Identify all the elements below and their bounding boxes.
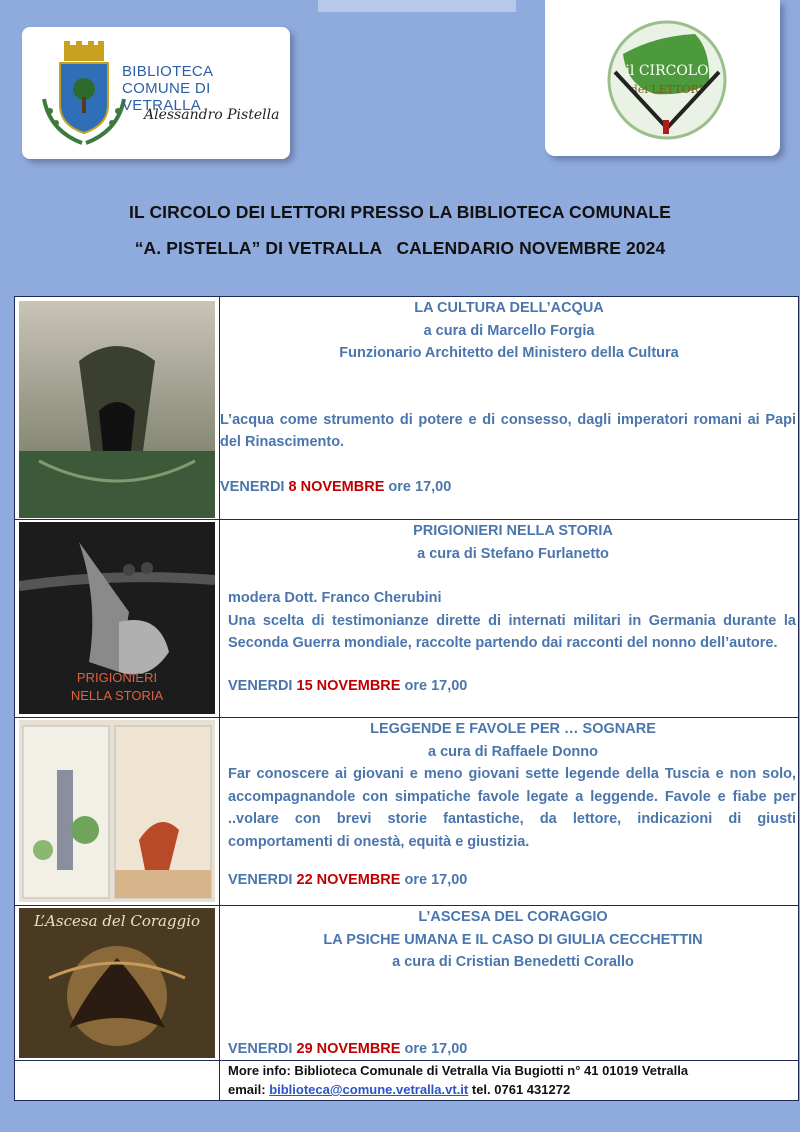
event-row bbox=[15, 297, 799, 520]
library-logo bbox=[22, 27, 290, 159]
event-date: VENERDI 8 NOVEMBRE ore 17,00 bbox=[220, 478, 452, 495]
prisoners-book-cover bbox=[19, 522, 215, 714]
event-date: VENERDI 22 NOVEMBRE ore 17,00 bbox=[228, 872, 468, 888]
footer-row bbox=[15, 1061, 799, 1101]
event-row bbox=[15, 718, 799, 906]
event-date: VENERDI 29 NOVEMBRE ore 17,00 bbox=[228, 1040, 468, 1057]
event-title: PRIGIONIERI NELLA STORIA bbox=[413, 523, 613, 539]
event-description: L’acqua come strumento di potere e di consesso, dagli imperatori romani ai Papi del Rinascimento. bbox=[220, 411, 796, 450]
email-link[interactable]: biblioteca@comune.vetralla.vt.it bbox=[269, 1082, 469, 1097]
event-description: Una scelta di testimonianze dirette di internati militari in Germania durante la Seconda Guerra mondiale, raccolte partendo dai racconti del nonno dell’autore. bbox=[228, 612, 796, 651]
event-title: LEGGENDE E FAVOLE PER … SOGNARE bbox=[370, 721, 656, 737]
top-strip bbox=[318, 0, 516, 12]
svg-text:L’Ascesa del Coraggio: L’Ascesa del Coraggio bbox=[33, 912, 201, 930]
footer-info bbox=[220, 1061, 799, 1101]
courage-book-cover bbox=[19, 908, 215, 1058]
event-image-cell bbox=[15, 906, 220, 1061]
footer-address: More info: Biblioteca Comunale di Vetralla Via Bugiotti n° 41 01019 Vetralla bbox=[228, 1063, 689, 1078]
event-image-cell bbox=[15, 520, 220, 718]
signature: Alessandro Pistella bbox=[144, 107, 280, 123]
event-image-cell bbox=[15, 718, 220, 906]
event-row bbox=[15, 520, 799, 718]
event-title: L’ASCESA DEL CORAGGIO bbox=[418, 909, 608, 925]
svg-text:il CIRCOLO: il CIRCOLO bbox=[625, 63, 709, 79]
event-details bbox=[220, 297, 799, 520]
events-table bbox=[14, 296, 799, 1101]
headline-line1: IL CIRCOLO DEI LETTORI PRESSO LA BIBLIOTECA COMUNALE bbox=[129, 202, 671, 222]
reading-circle-logo bbox=[545, 0, 780, 156]
event-moderator: modera Dott. Franco Cherubini bbox=[228, 590, 442, 606]
event-details bbox=[220, 520, 799, 718]
svg-text:dei LETTORI: dei LETTORI bbox=[630, 83, 704, 96]
event-details bbox=[220, 906, 799, 1061]
headline-line2: “A. PISTELLA” DI VETRALLA CALENDARIO NOVEMBRE 2024 bbox=[134, 238, 666, 258]
footer-empty-cell bbox=[15, 1061, 220, 1101]
event-description: Far conoscere ai giovani e meno giovani sette legende della Tuscia e non solo, accompagnandole con simpatiche favole legate a leggende. Favole e fiabe per ..volare con brevi storie fantastiche, da lettore, indicazioni di giusti comportamenti di onestà, equità e giustizia. bbox=[228, 766, 796, 850]
legends-book-covers bbox=[19, 720, 215, 902]
water-cave-image bbox=[19, 301, 215, 518]
event-row bbox=[15, 906, 799, 1061]
svg-text:NELLA STORIA: NELLA STORIA bbox=[70, 688, 164, 703]
reading-circle-emblem-icon bbox=[545, 0, 780, 156]
event-image-cell bbox=[15, 297, 220, 520]
event-title: LA CULTURA DELL’ACQUA bbox=[414, 300, 604, 316]
event-details bbox=[220, 718, 799, 906]
event-curator: a cura di Raffaele Donno bbox=[427, 743, 598, 760]
event-curator: a cura di Marcello Forgia bbox=[423, 322, 595, 339]
event-role: Funzionario Architetto del Ministero della Cultura bbox=[339, 345, 679, 361]
event-subtitle: LA PSICHE UMANA E IL CASO DI GIULIA CECCHETTIN bbox=[323, 931, 703, 948]
footer-contacts: email: biblioteca@comune.vetralla.vt.it tel. 0761 431272 bbox=[228, 1082, 571, 1097]
svg-text:PRIGIONIERI: PRIGIONIERI bbox=[76, 670, 158, 685]
event-curator: a cura di Stefano Furlanetto bbox=[417, 545, 609, 562]
library-name-line1: BIBLIOTECA bbox=[122, 63, 214, 80]
library-name-line2: COMUNE DI VETRALLA bbox=[122, 80, 211, 114]
event-curator: a cura di Cristian Benedetti Corallo bbox=[392, 954, 634, 970]
event-date: VENERDI 15 NOVEMBRE ore 17,00 bbox=[228, 677, 468, 694]
